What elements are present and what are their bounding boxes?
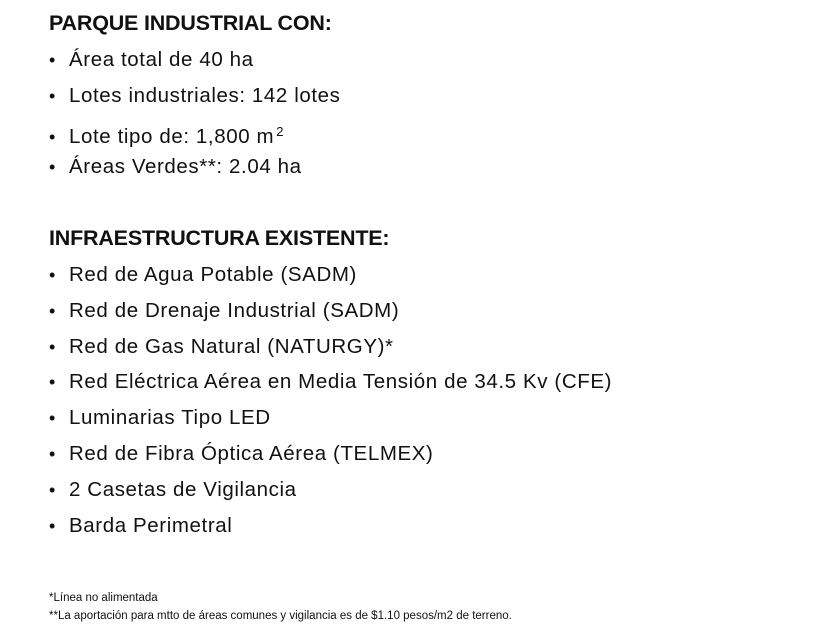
- list-item: [49, 153, 341, 189]
- footnote-line-alimentada: *Línea no alimentada: [49, 592, 158, 604]
- list-item: [49, 440, 612, 476]
- list-item-text: Barda Perimetral: [69, 513, 233, 537]
- bullet-icon: •: [49, 408, 56, 429]
- list-item: [49, 512, 612, 548]
- list-item-text: Red Eléctrica Aérea en Media Tensión de 34.5 Kv (CFE): [69, 370, 613, 394]
- bullet-icon: •: [49, 157, 56, 178]
- list-item-text: Área total de 40 ha: [69, 48, 254, 71]
- footnotes: [49, 589, 512, 625]
- list-item: [49, 333, 612, 369]
- bullet-icon: •: [49, 372, 56, 393]
- footnote-aportacion: **La aportación para mtto de áreas comunes y vigilancia es de $1.10 pesos/m2 de terreno.: [49, 610, 512, 622]
- bullet-icon: •: [49, 126, 56, 147]
- bullet-icon: •: [49, 265, 56, 285]
- list-item-text: Lote tipo de: 1,800 m: [69, 124, 275, 148]
- list-item: [49, 82, 341, 118]
- list-item: [49, 404, 612, 440]
- list-item-text: Red de Drenaje Industrial (SADM): [69, 298, 400, 322]
- bullet-icon: •: [49, 300, 56, 321]
- list-item: [49, 261, 612, 297]
- list-item: [49, 118, 341, 154]
- section-heading-infraestructura: INFRAESTRUCTURA EXISTENTE:: [49, 226, 390, 250]
- list-item: [49, 46, 341, 82]
- bullet-icon: •: [49, 443, 56, 464]
- list-item-text: Luminarias Tipo LED: [69, 406, 271, 430]
- section-heading-parque-industrial: PARQUE INDUSTRIAL CON:: [49, 11, 332, 35]
- bullet-icon: •: [49, 85, 56, 106]
- parque-industrial-list: [49, 46, 341, 189]
- list-item-text: Red de Agua Potable (SADM): [69, 263, 357, 286]
- list-item: [49, 368, 612, 404]
- list-item-text: Lotes industriales: 142 lotes: [69, 83, 341, 107]
- bullet-icon: •: [49, 515, 56, 536]
- bullet-icon: •: [49, 336, 56, 357]
- bullet-icon: •: [49, 50, 56, 70]
- infraestructura-list: [49, 261, 612, 547]
- list-item-text: Áreas Verdes**: 2.04 ha: [69, 155, 302, 179]
- list-item-text: Red de Gas Natural (NATURGY)*: [69, 334, 394, 358]
- bullet-icon: •: [49, 479, 56, 500]
- list-item-text: 2 Casetas de Vigilancia: [69, 477, 297, 501]
- list-item: [49, 476, 612, 512]
- list-item-text: Red de Fibra Óptica Aérea (TELMEX): [69, 441, 434, 465]
- list-item: [49, 297, 612, 333]
- superscript-exponent: 2: [276, 123, 285, 139]
